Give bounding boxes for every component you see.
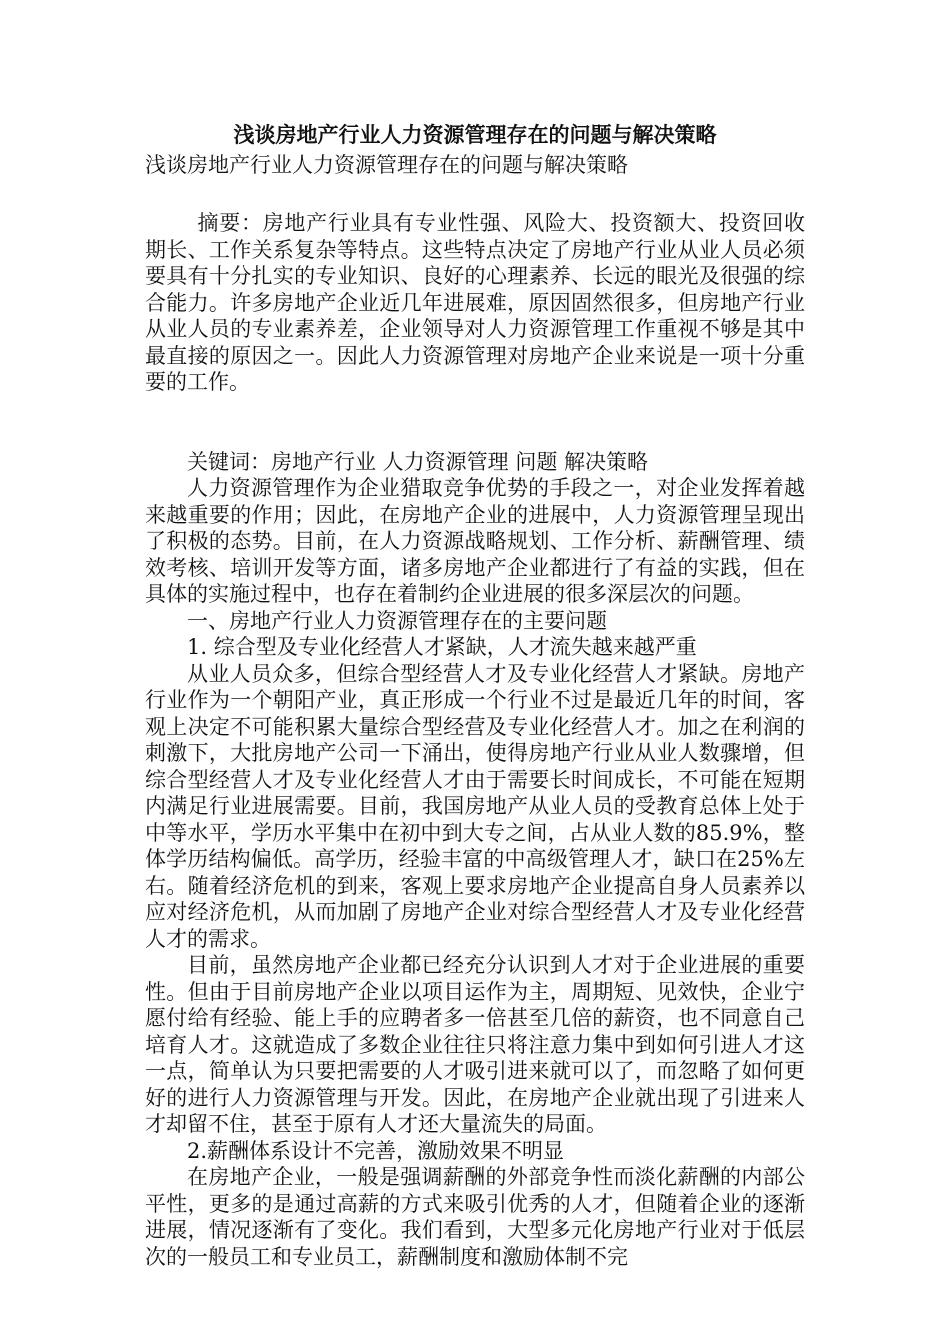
abstract-paragraph: 摘要：房地产行业具有专业性强、风险大、投资额大、投资回收期长、工作关系复杂等特点。这些特点决定了房地产行业从业人员必须要具有十分扎实的专业知识、良好的心理素养、长远的眼光及很强的综合能力。许多房地产企业近几年进展难，原因固然很多，但房地产行业从业人员的专业素养差，企业领导对人力资源管理工作重视不够是其中最直接的原因之一。因此人力资源管理对房地产企业来说是一项十分重要的工作。	[145, 211, 805, 394]
body-paragraph: 在房地产企业，一般是强调薪酬的外部竞争性而淡化薪酬的内部公平性，更多的是通过高薪的方式来吸引优秀的人才，但随着企业的逐渐进展，情况逐渐有了变化。我们看到，大型多元化房地产行业对于低层次的一般员工和专业员工，薪酬制度和激励体制不完	[145, 1165, 805, 1269]
keywords-line: 关键词：房地产行业 人力资源管理 问题 解决策略	[187, 449, 649, 474]
document-subtitle: 浅谈房地产行业人力资源管理存在的问题与解决策略	[145, 153, 628, 177]
intro-paragraph: 人力资源管理作为企业猎取竞争优势的手段之一，对企业发挥着越来越重要的作用；因此，在房地产企业的进展中，人力资源管理呈现出了积极的态势。目前，在人力资源战略规划、工作分析、薪酬管理、绩效考核、培训开发等方面，诸多房地产企业都进行了有益的实践，但在具体的实施过程中，也存在着制约企业进展的很多深层次的问题。	[145, 476, 805, 606]
document-page	[145, 120, 805, 1270]
subsection-heading-2: 2.薪酬体系设计不完善，激励效果不明显	[187, 1138, 565, 1163]
body-paragraph: 从业人员众多，但综合型经营人才及专业化经营人才紧缺。房地产行业作为一个朝阳产业，真正形成一个行业不过是最近几年的时间，客观上决定不可能积累大量综合型经营及专业化经营人才。加之在利润的刺激下，大批房地产公司一下涌出，使得房地产行业从业人数骤增，但综合型经营人才及专业化经营人才由于需要长时间成长，不可能在短期内满足行业进展需要。目前，我国房地产从业人员的受教育总体上处于中等水平，学历水平集中在初中到大专之间，占从业人数的85.9%，整体学历结构偏低。高学历，经验丰富的中高级管理人才，缺口在25%左右。随着经济危机的到来，客观上要求房地产企业提高自身人员素养以应对经济危机，从而加剧了房地产企业对综合型经营人才及专业化经营人才的需求。	[145, 661, 805, 951]
document-title: 浅谈房地产行业人力资源管理存在的问题与解决策略	[233, 122, 717, 147]
body-paragraph: 目前，虽然房地产企业都已经充分认识到人才对于企业进展的重要性。但由于目前房地产企业以项目运作为主，周期短、见效快，企业宁愿付给有经验、能上手的应聘者多一倍甚至几倍的薪资，也不同意自己培育人才。这就造成了多数企业往往只将注意力集中到如何引进人才这一点，简单认为只要把需要的人才吸引进来就可以了，而忽略了如何更好的进行人力资源管理与开发。因此，在房地产企业就出现了引进来人才却留不住，甚至于原有人才还大量流失的局面。	[145, 953, 805, 1136]
section-heading-1: 一、房地产行业人力资源管理存在的主要问题	[187, 608, 607, 633]
subsection-heading-1: 1. 综合型及专业化经营人才紧缺，人才流失越来越严重	[187, 635, 697, 659]
